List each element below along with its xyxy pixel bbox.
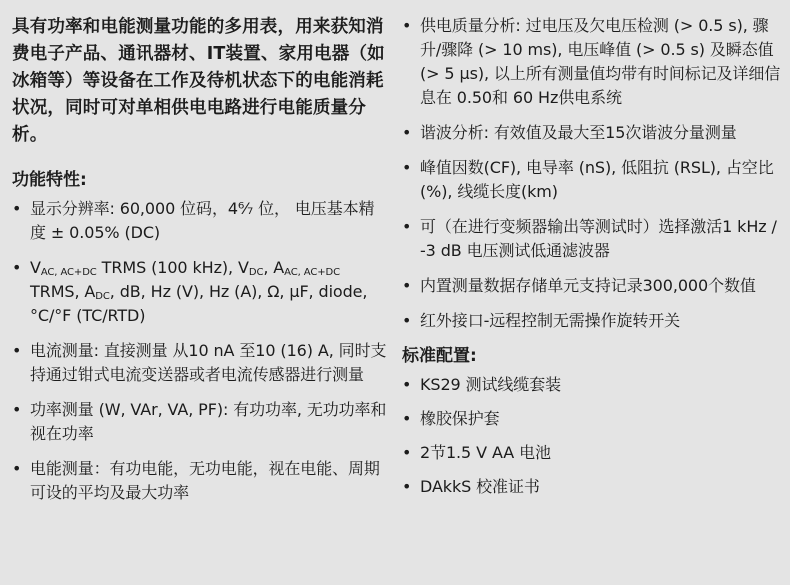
feature-item-current: [12, 339, 390, 387]
accessory-text: 2节1.5 V AA 电池: [420, 443, 551, 462]
feature-item-resolution: [12, 197, 390, 245]
bullet-icon: •: [402, 123, 412, 142]
feature-text: 供电质量分析: 过电压及欠电压检测 (> 0.5 s), 骤升/骤降 (> 10 ms), 电压峰值 (> 0.5 s) 及瞬态值(> 5 μs), 以上所有测量值均带有时间标记及详细信息在 0.50和 60 Hz供电系统: [420, 16, 781, 107]
accessory-text: KS29 测试线缆套装: [420, 375, 561, 394]
feature-text: 电流测量: 直接测量 从10 nA 至10 (16) A, 同时支持通过钳式电流变送器或者电流传感器进行测量: [30, 341, 387, 384]
bullet-icon: •: [402, 217, 412, 236]
bullet-icon: •: [402, 16, 412, 35]
feature-text: 红外接口-远程控制无需操作旋转开关: [420, 311, 681, 330]
right-features-list: [402, 14, 782, 333]
accessory-item-calibration-certificate: [402, 475, 782, 499]
accessory-item-test-leads: [402, 373, 782, 397]
feature-item-power: [12, 398, 390, 446]
feature-text: 谐波分析: 有效值及最大至15次谐波分量测量: [420, 123, 737, 142]
accessory-item-batteries: [402, 441, 782, 465]
feature-item-memory: [402, 274, 782, 298]
accessories-list: [402, 373, 782, 499]
feature-text: 峰值因数(CF), 电导率 (nS), 低阻抗 (RSL), 占空比 (%), 线缆长度(km): [420, 158, 774, 201]
bullet-icon: •: [12, 459, 22, 478]
bullet-icon: •: [402, 443, 412, 462]
bullet-icon: •: [12, 258, 22, 277]
feature-item-power-quality: [402, 14, 782, 110]
feature-text: 可（在进行变频器输出等测试时）选择激活1 kHz / -3 dB 电压测试低通滤波器: [420, 217, 777, 260]
intro-paragraph: 具有功率和电能测量功能的多用表，用来获知消费电子产品、通讯器材、IT装置、家用电器（如冰箱等）等设备在工作及待机状态下的电能消耗状况，同时可对单相供电电路进行电能质量分析。: [12, 17, 385, 145]
bullet-icon: •: [402, 375, 412, 394]
bullet-icon: •: [402, 311, 412, 330]
feature-item-harmonics: [402, 121, 782, 145]
feature-text: 电能测量：有功电能，无功电能，视在电能、周期可设的平均及最大功率: [30, 459, 380, 502]
features-list: [12, 197, 390, 505]
bullet-icon: •: [12, 341, 22, 360]
feature-item-measurement-functions: [12, 256, 390, 328]
accessory-text: 橡胶保护套: [420, 409, 500, 428]
bullet-icon: •: [402, 477, 412, 496]
right-column: [402, 0, 782, 509]
bullet-icon: •: [402, 409, 412, 428]
feature-text: 内置测量数据存储单元支持记录300,000个数值: [420, 276, 756, 295]
left-column: [12, 0, 390, 516]
feature-text: 功率测量 (W, VAr, VA, PF): 有功功率, 无功功率和视在功率: [30, 400, 387, 443]
bullet-icon: •: [402, 158, 412, 177]
feature-text: $V_{AC, AC+DC}$ TRMS (100 kHz), $V_{DC}$, $A_{AC, AC+DC}$ TRMS, $A_{DC}$, dB, Hz (V), Hz (A), Ω, μF, diode, °C/°F (TC/RTD): [30, 258, 368, 325]
feature-item-lowpass-filter: [402, 215, 782, 263]
feature-item-crest-factor: [402, 156, 782, 204]
feature-item-infrared: [402, 309, 782, 333]
features-title: 功能特性:: [12, 170, 87, 190]
accessory-item-rubber-holster: [402, 407, 782, 431]
bullet-icon: •: [12, 199, 22, 218]
feature-item-energy: [12, 457, 390, 505]
feature-text: 显示分辨率: 60,000 位码，4⁶⁄₇ 位， 电压基本精度 ± 0.05% (DC): [30, 199, 375, 242]
accessories-title: 标准配置:: [402, 346, 477, 366]
bullet-icon: •: [12, 400, 22, 419]
accessory-text: DAkkS 校准证书: [420, 477, 540, 496]
bullet-icon: •: [402, 276, 412, 295]
